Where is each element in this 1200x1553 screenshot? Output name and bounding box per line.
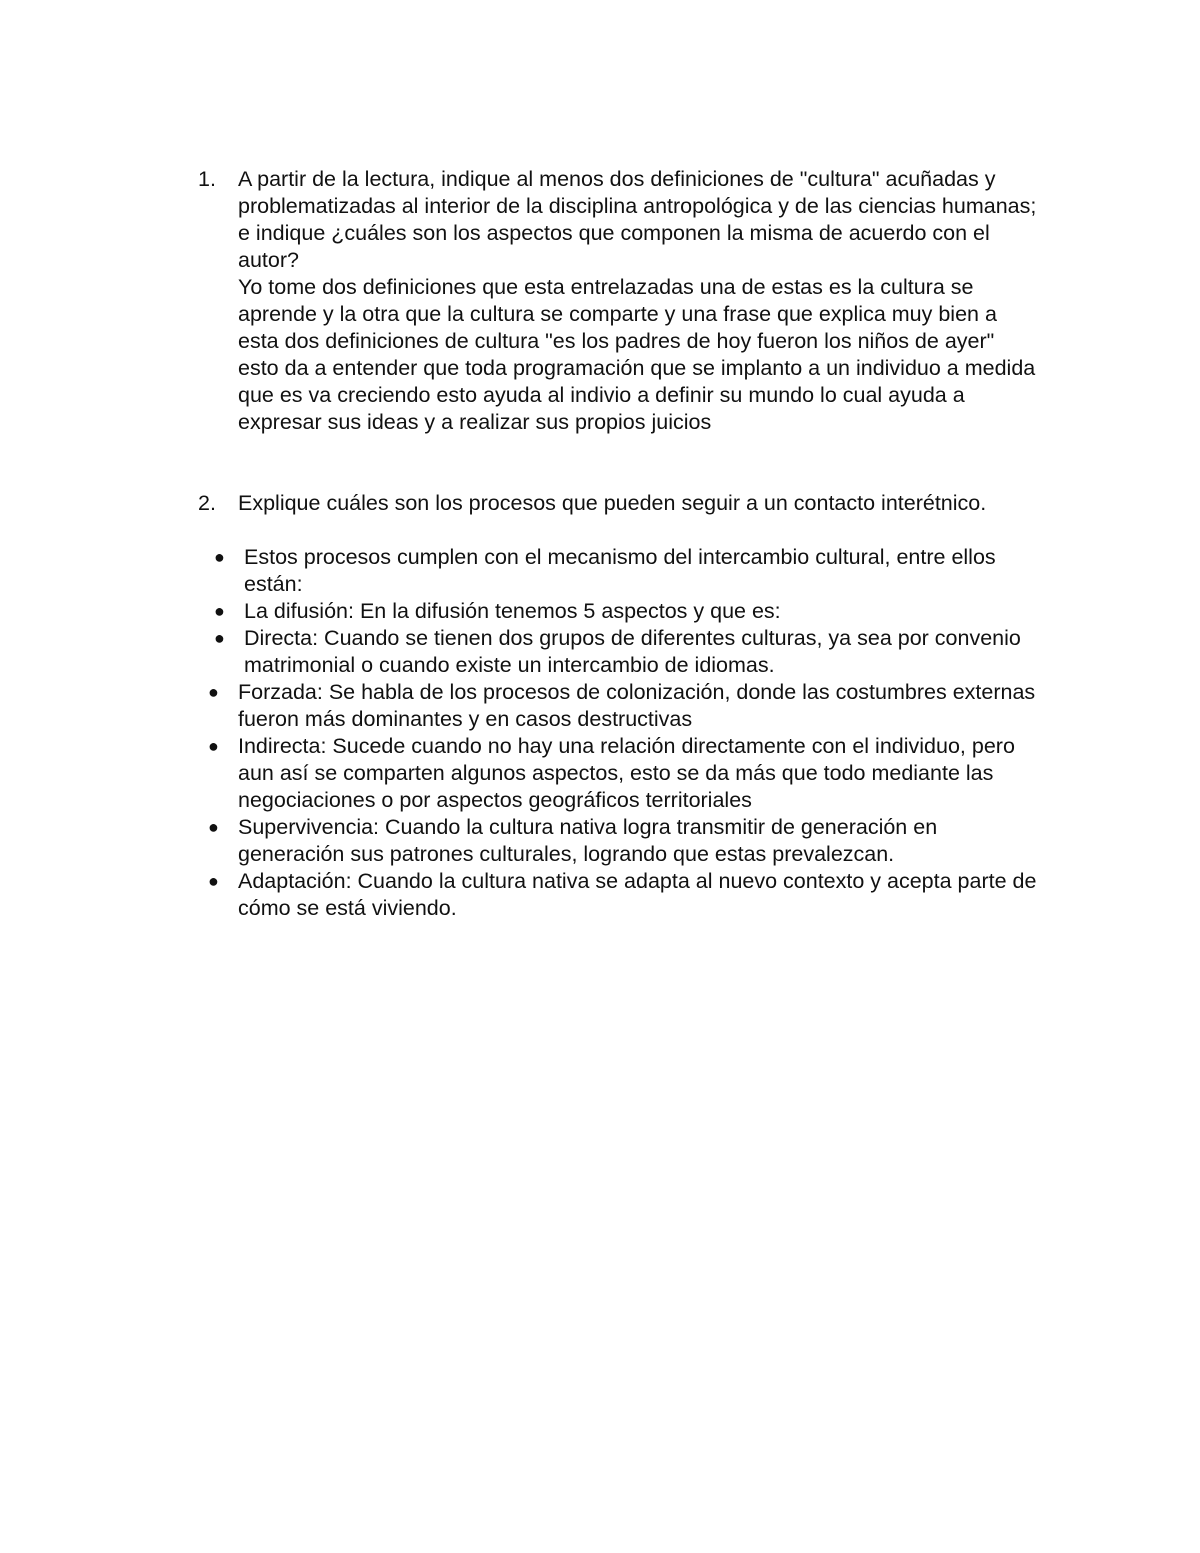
question-2 xyxy=(198,490,1038,517)
list-item-text: Indirecta: Sucede cuando no hay una relación directamente con el individuo, pero aun así se comparten algunos aspectos, esto se da más que todo mediante las negociaciones o por aspectos geográficos territoriales xyxy=(238,734,1015,812)
bullet-icon: ● xyxy=(208,817,219,837)
question-2-number: 2. xyxy=(198,491,216,515)
list-item xyxy=(198,679,1038,733)
process-list xyxy=(198,544,1038,922)
bullet-icon: ● xyxy=(208,871,219,891)
list-item-text: Directa: Cuando se tienen dos grupos de diferentes culturas, ya sea por convenio matrimonial o cuando existe un intercambio de idiomas. xyxy=(244,626,1021,677)
list-item-text: Estos procesos cumplen con el mecanismo del intercambio cultural, entre ellos están: xyxy=(244,545,996,596)
list-item xyxy=(198,598,1038,625)
list-item xyxy=(198,733,1038,814)
bullet-icon: ● xyxy=(208,736,219,756)
question-1-prompt: A partir de la lectura, indique al menos dos definiciones de "cultura" acuñadas y problematizadas al interior de la disciplina antropológica y de las ciencias humanas; e indique ¿cuáles son los aspectos que componen la misma de acuerdo con el autor? xyxy=(238,167,1037,272)
list-item xyxy=(198,544,1038,598)
bullet-icon: ● xyxy=(214,628,225,648)
list-item-text: La difusión: En la difusión tenemos 5 aspectos y que es: xyxy=(244,599,781,623)
bullet-icon: ● xyxy=(214,601,225,621)
list-item xyxy=(198,868,1038,922)
bullet-icon: ● xyxy=(208,682,219,702)
list-item xyxy=(198,814,1038,868)
bullet-icon: ● xyxy=(214,547,225,567)
list-item-text: Supervivencia: Cuando la cultura nativa logra transmitir de generación en generación sus patrones culturales, logrando que estas prevalezcan. xyxy=(238,815,938,866)
document-content xyxy=(198,166,1038,922)
list-item xyxy=(198,625,1038,679)
question-2-prompt: Explique cuáles son los procesos que pueden seguir a un contacto interétnico. xyxy=(238,491,987,515)
question-1 xyxy=(198,166,1038,436)
question-1-answer: Yo tome dos definiciones que esta entrelazadas una de estas es la cultura se aprende y la otra que la cultura se comparte y una frase que explica muy bien a esta dos definiciones de cultura "es los padres de hoy fueron los niños de ayer" esto da a entender que toda programación que se implanto a un individuo a medida que es va creciendo esto ayuda al indivio a definir su mundo lo cual ayuda a expresar sus ideas y a realizar sus propios juicios xyxy=(238,275,1036,434)
question-1-number: 1. xyxy=(198,167,216,191)
list-item-text: Adaptación: Cuando la cultura nativa se adapta al nuevo contexto y acepta parte de cómo se está viviendo. xyxy=(238,869,1037,920)
list-item-text: Forzada: Se habla de los procesos de colonización, donde las costumbres externas fueron más dominantes y en casos destructivas xyxy=(238,680,1036,731)
